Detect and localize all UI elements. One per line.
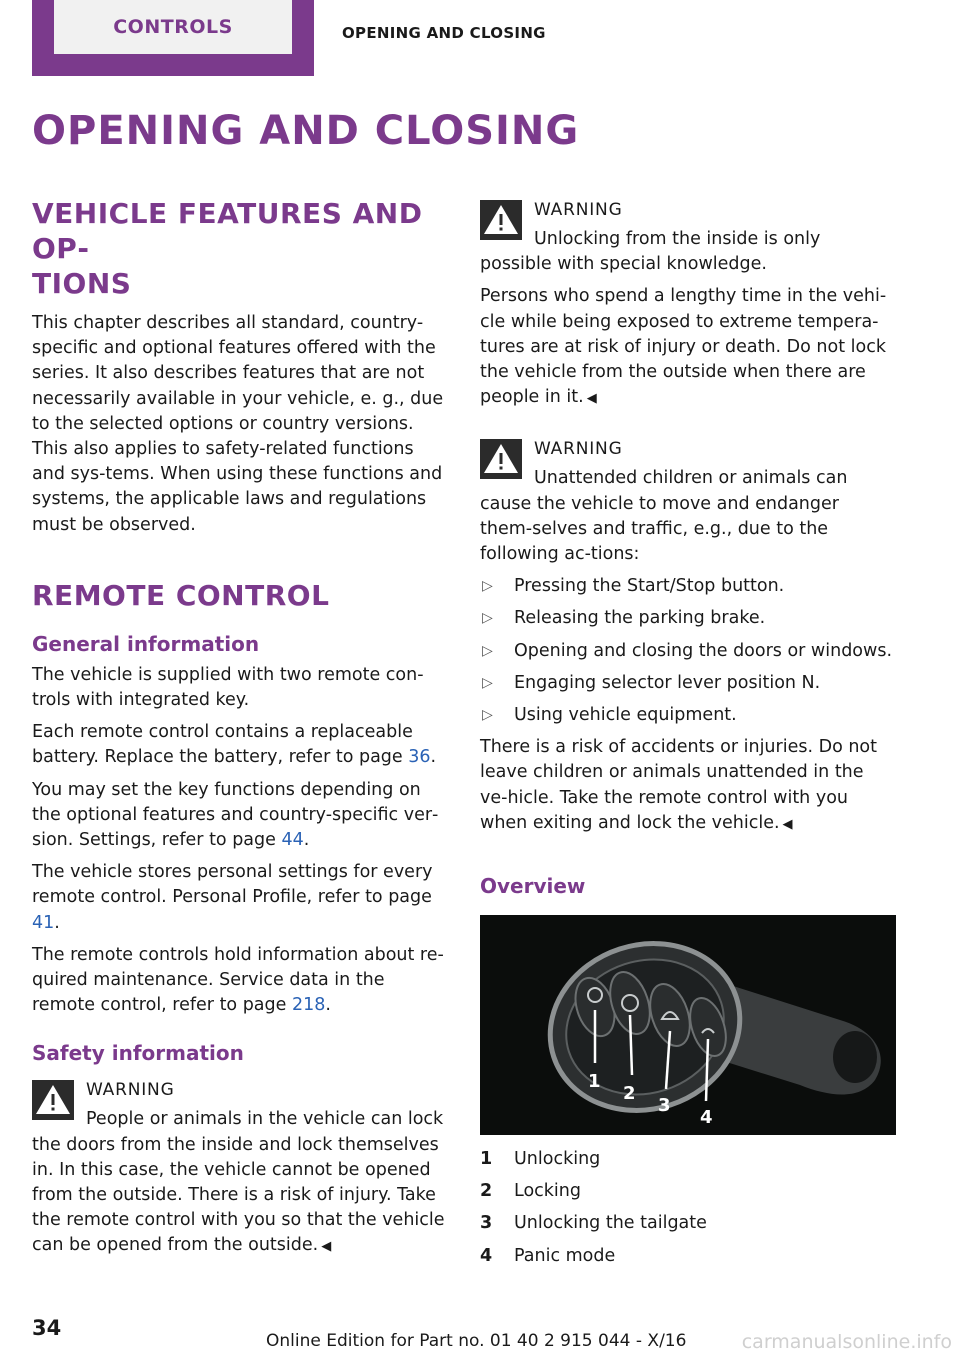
list-item (480, 574, 896, 599)
warning-block-2 (480, 435, 896, 837)
remote-p3-text: You may set the key functions depending on the optional features and country-specific ver‐sion. Settings, refer to page (32, 779, 439, 851)
legend-number: 3 (480, 1213, 493, 1234)
remote-key-photo (480, 915, 896, 1135)
end-mark-icon: ◀ (586, 391, 597, 407)
warning-text (32, 1107, 448, 1259)
remote-p4: The vehicle stores personal settings for every remote control. Personal Profile, refer to page 41. (32, 862, 433, 933)
list-item (480, 639, 896, 664)
legend-number: 2 (480, 1181, 493, 1202)
list-item (480, 671, 896, 696)
chapter-tab[interactable] (32, 0, 314, 76)
callout-1: 1 (588, 1071, 601, 1093)
warning-text-body: People or animals in the vehicle can lock the doors from the inside and lock themselves in. In this case, the vehicle cannot be opened from the outside. There is a risk of injury. Take the remote control with you so that the vehicle can be opened from the outside. (32, 1109, 445, 1256)
vehicle-features-heading-line2: TIONS (32, 267, 132, 300)
remote-p2: Each remote control contains a replaceable battery. Replace the battery, refer to page 36. (32, 722, 437, 768)
legend-label: Panic mode (514, 1245, 616, 1266)
legend-label: Locking (514, 1181, 581, 1202)
list-item-text: Opening and closing the doors or windows. (514, 640, 893, 661)
callout-2: 2 (623, 1083, 636, 1105)
warning1-text2 (480, 284, 896, 411)
warning-icon (480, 200, 522, 240)
warning-icon (480, 439, 522, 479)
vehicle-features-body: This chapter describes all standard, country-specific and optional features offered with the series. It also describes features that are not necessarily available in your vehicle, e. g., due to the selected options or country versions. This also applies to safety-related functions and sys‐tems. When using these functions and systems, the applicable laws and regulations must be observed. (32, 313, 444, 535)
list-item-text: Using vehicle equipment. (514, 705, 737, 726)
remote-p2-text: Each remote control contains a replaceable battery. Replace the battery, refer to page (32, 722, 413, 768)
end-mark-icon: ◀ (782, 816, 793, 832)
callout-3: 3 (658, 1095, 671, 1117)
warning2-text2 (480, 735, 896, 837)
left-column (32, 196, 448, 1267)
remote-p5-text: The remote controls hold information about re‐quired maintenance. Service data in the remote control, refer to page (32, 944, 444, 1016)
vehicle-features-heading (32, 196, 448, 301)
list-item-text: Releasing the parking brake. (514, 608, 766, 629)
action-list (480, 574, 896, 728)
legend-number: 4 (480, 1245, 493, 1266)
warning2-text1: Unattended children or animals can cause the vehicle to move and endanger them‐selves and traffic, e.g., due to the following ac‐tions: (480, 468, 848, 565)
page-link-41[interactable]: 41 (32, 912, 55, 933)
general-information-heading: General information (32, 631, 260, 656)
safety-information-heading: Safety information (32, 1041, 244, 1066)
page-number: 34 (32, 1316, 62, 1340)
legend-label: Unlocking (514, 1149, 601, 1170)
right-column (480, 196, 896, 1276)
overview-heading: Overview (480, 874, 586, 899)
bullet-triangle-icon: ▷ (482, 707, 493, 724)
list-item-text: Engaging selector lever position N. (514, 672, 821, 693)
watermark: carmanualsonline.info (741, 1331, 952, 1353)
legend-item (480, 1211, 896, 1236)
vehicle-features-heading-line1: VEHICLE FEATURES AND OP‐ (32, 197, 423, 265)
end-mark-icon: ◀ (321, 1239, 332, 1255)
callout-4: 4 (700, 1107, 713, 1129)
page-link-218[interactable]: 218 (291, 995, 326, 1016)
section-label: OPENING AND CLOSING (342, 24, 546, 42)
legend-label: Unlocking the tailgate (514, 1213, 707, 1234)
remote-control-heading: REMOTE CONTROL (32, 578, 330, 612)
bullet-triangle-icon: ▷ (482, 674, 493, 691)
edition-footer: Online Edition for Part no. 01 40 2 915 044 - X/16 (266, 1331, 687, 1351)
remote-p5: The remote controls hold information about re‐quired maintenance. Service data in the remote control, refer to page 218. (32, 944, 444, 1016)
list-item (480, 606, 896, 631)
page-link-44[interactable]: 44 (281, 830, 304, 851)
legend-item (480, 1244, 896, 1269)
warning-label-2: WARNING (534, 439, 623, 460)
warning-block-1 (480, 196, 896, 411)
warning-label: WARNING (86, 1080, 175, 1101)
page-link-36[interactable]: 36 (408, 747, 431, 768)
warning1-text1: Unlocking from the inside is only possible with special knowledge. (480, 229, 821, 275)
list-item-text: Pressing the Start/Stop button. (514, 576, 785, 597)
warning-block (32, 1076, 448, 1259)
warning2-text2-body: There is a risk of accidents or injuries. Do not leave children or animals unattended in the ve‐hicle. Take the remote control with you when exiting and lock the vehicle. (480, 737, 877, 833)
legend-item (480, 1179, 896, 1204)
remote-p4-text: The vehicle stores personal settings for every remote control. Personal Profile, refer to page (32, 862, 433, 908)
bullet-triangle-icon: ▷ (482, 610, 493, 627)
warning-icon (32, 1080, 74, 1120)
legend-number: 1 (480, 1149, 493, 1170)
page-title: OPENING AND CLOSING (32, 108, 580, 154)
button-legend (480, 1147, 896, 1269)
warning1-text2-body: Persons who spend a lengthy time in the vehi‐cle while being exposed to extreme tempera‐tures are at risk of injury or death. Do not lock the vehicle from the outside when there are people in it. (480, 286, 887, 408)
remote-p3: You may set the key functions depending on the optional features and country-specific ver‐sion. Settings, refer to page 44. (32, 779, 439, 851)
bullet-triangle-icon: ▷ (482, 578, 493, 595)
list-item (480, 703, 896, 728)
bullet-triangle-icon: ▷ (482, 642, 493, 659)
remote-p1: The vehicle is supplied with two remote con‐trols with integrated key. (32, 664, 424, 711)
chapter-tab-label: CONTROLS (54, 0, 292, 54)
legend-item (480, 1147, 896, 1172)
warning-label-1: WARNING (534, 200, 623, 220)
